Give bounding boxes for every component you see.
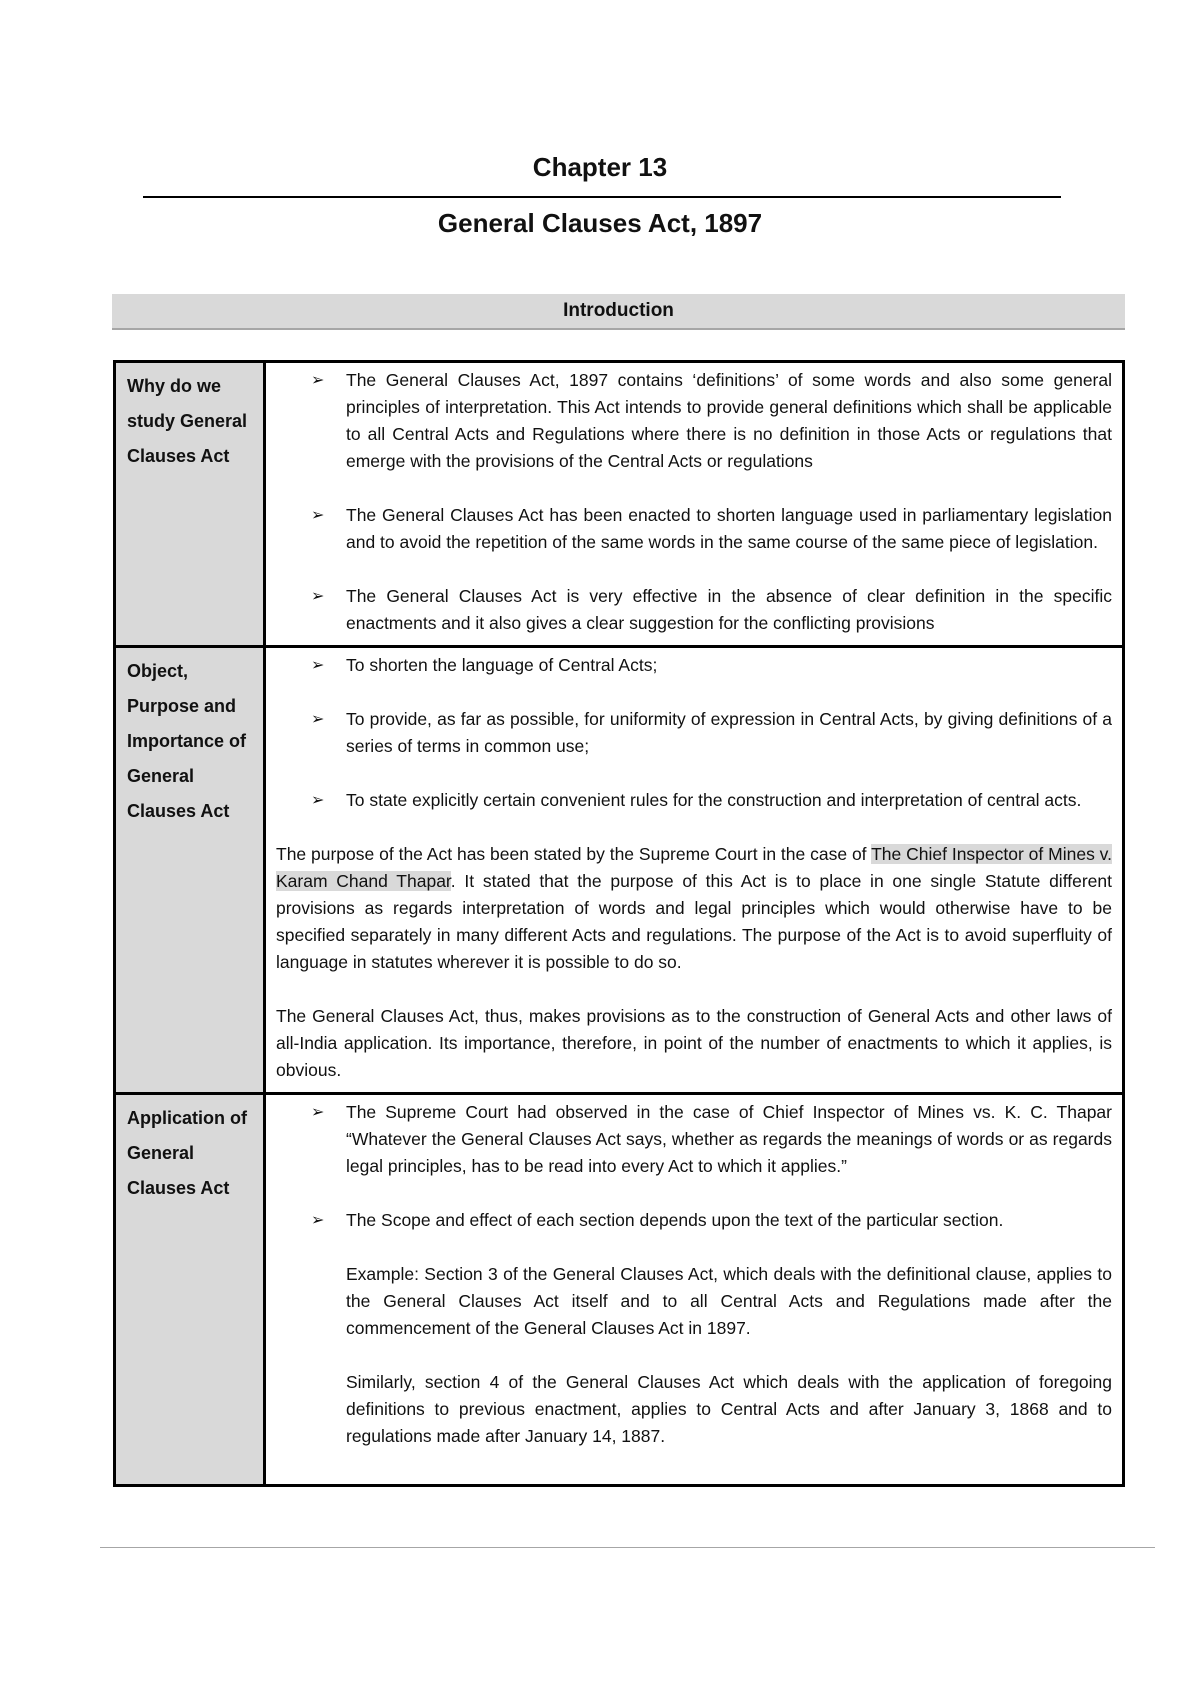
row-label-application: Application of General Clauses Act	[115, 1094, 265, 1486]
list-item: ➢ The Supreme Court had observed in the case of Chief Inspector of Mines vs. K. C. Thapar “Whatever the General Clauses Act says, whether as regards the meanings of words or as regards legal principles, has to be read into every Act to which it applies.”	[346, 1099, 1112, 1180]
arrow-bullet-icon: ➢	[311, 507, 325, 524]
row-body-application	[265, 1094, 1124, 1486]
list-item: ➢ The Scope and effect of each section depends upon the text of the particular section.	[346, 1207, 1112, 1234]
list-item: ➢ The General Clauses Act, 1897 contains ‘definitions’ of some words and also some general principles of interpretation. This Act intends to provide general definitions which shall be applicable to all Central Acts and Regulations where there is no definition in those Acts or regulations that emerge with the provisions of the Central Acts or regulations	[346, 367, 1112, 475]
list-item: ➢ The General Clauses Act has been enacted to shorten language used in parliamentary legislation and to avoid the repetition of the same words in the same course of the same piece of legislation.	[346, 502, 1112, 556]
content-table	[113, 360, 1125, 1487]
arrow-bullet-icon: ➢	[311, 1212, 325, 1229]
introduction-header: Introduction	[112, 294, 1125, 330]
page-title: General Clauses Act, 1897	[437, 208, 763, 238]
similarly-paragraph: Similarly, section 4 of the General Clauses Act which deals with the application of foregoing definitions to previous enactment, applies to Central Acts and after January 3, 1868 and to regulations made after January 14, 1887.	[346, 1372, 1112, 1446]
arrow-bullet-icon: ➢	[311, 372, 325, 389]
arrow-bullet-icon: ➢	[311, 657, 325, 674]
row-body-why-study	[265, 362, 1124, 647]
row-label-why-study: Why do we study General Clauses Act	[115, 362, 265, 647]
example-paragraph: Example: Section 3 of the General Clauses Act, which deals with the definitional clause, applies to the General Clauses Act itself and to all Central Acts and Regulations made after the commencement of the General Clauses Act in 1897.	[346, 1264, 1112, 1338]
row-label-object-purpose: Object, Purpose and Importance of General Clauses Act	[115, 647, 265, 1094]
list-item: ➢ The General Clauses Act is very effective in the absence of clear definition in the specific enactments and it also gives a clear suggestion for the conflicting provisions	[346, 583, 1112, 637]
list-item: ➢ To state explicitly certain convenient rules for the construction and interpretation of central acts.	[346, 787, 1112, 814]
purpose-paragraph: The purpose of the Act has been stated by the Supreme Court in the case of The Chief Inspector of Mines v. Karam Chand Thapar. It stated that the purpose of this Act is to place in one single Statute different provisions as regards interpretation of words and legal principles which would otherwise have to be specified separately in many different Acts and regulations. The purpose of the Act is to avoid superfluity of language in statutes wherever it is possible to do so.	[276, 844, 1112, 972]
bullet-list	[276, 367, 1112, 637]
arrow-bullet-icon: ➢	[311, 711, 325, 728]
arrow-bullet-icon: ➢	[311, 1104, 325, 1121]
bullet-list	[276, 1099, 1112, 1234]
arrow-bullet-icon: ➢	[311, 588, 325, 605]
table-row	[115, 647, 1124, 1094]
chapter-divider	[143, 196, 1061, 198]
list-item: ➢ To provide, as far as possible, for uniformity of expression in Central Acts, by giving definitions of a series of terms in common use;	[346, 706, 1112, 760]
table-row	[115, 1094, 1124, 1486]
importance-paragraph: The General Clauses Act, thus, makes provisions as to the construction of General Acts and other laws of all-India application. Its importance, therefore, in point of the number of enactments to which it applies, is obvious.	[276, 1006, 1112, 1080]
table-row	[115, 362, 1124, 647]
case-citation: The Chief Inspector of Mines v. Karam Chand Thapar	[276, 844, 1112, 891]
row-body-object-purpose	[265, 647, 1124, 1094]
list-item: ➢ To shorten the language of Central Acts;	[346, 652, 1112, 679]
chapter-heading: Chapter 13	[532, 152, 668, 182]
arrow-bullet-icon: ➢	[311, 792, 325, 809]
bullet-list	[276, 652, 1112, 814]
page-divider	[100, 1547, 1155, 1548]
